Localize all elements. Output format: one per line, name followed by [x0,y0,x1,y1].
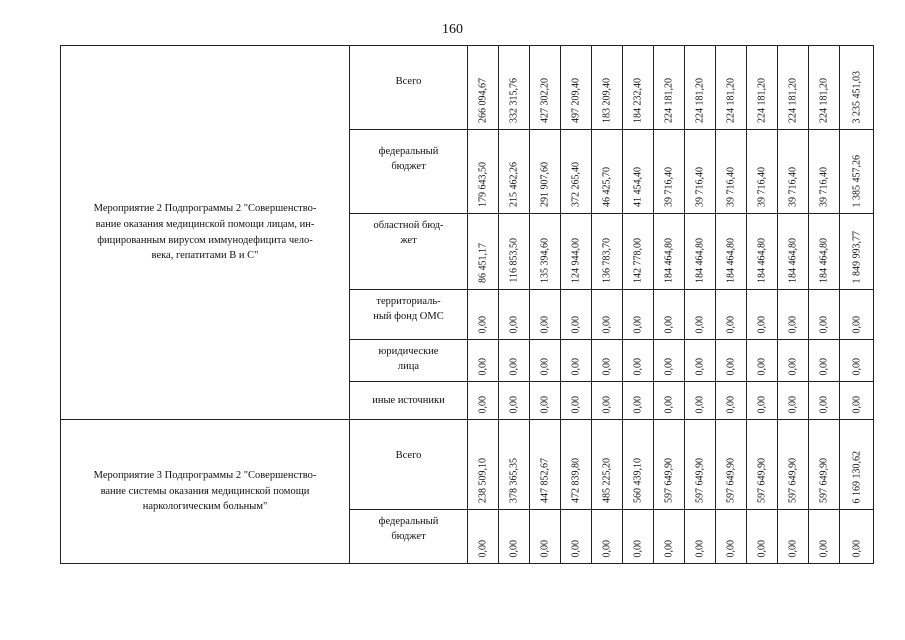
value-text: 0,00 [601,315,613,333]
value-cell [809,420,840,510]
value-text: 0,00 [601,395,613,413]
value-cell [685,214,716,290]
value-cell [654,382,685,420]
value-text: 485 225,20 [601,458,613,503]
funding-source-cell [350,340,468,382]
value-cell [654,290,685,340]
value-text: 0,00 [818,315,830,333]
funding-source-label: жет [400,235,417,247]
value-text: 39 716,40 [818,167,830,207]
value-text: 46 425,70 [601,167,613,207]
value-text: 0,00 [601,539,613,557]
value-cell [840,214,874,290]
value-text: 86 451,17 [477,243,489,283]
value-text: 0,00 [818,539,830,557]
value-cell [654,214,685,290]
value-cell [685,46,716,130]
value-text: 0,00 [851,539,862,557]
value-cell [685,290,716,340]
funding-source-label: лица [397,361,420,373]
value-cell [623,420,654,510]
value-text: 0,00 [818,357,830,375]
value-text: 39 716,40 [725,167,737,207]
value-text: 1 385 457,26 [851,154,862,207]
value-cell [778,340,809,382]
value-cell [809,214,840,290]
value-text: 497 209,40 [570,78,582,123]
value-cell [530,130,561,214]
value-text: 39 716,40 [787,167,799,207]
value-cell [592,420,623,510]
value-cell [499,340,530,382]
value-text: 142 778,00 [632,238,644,283]
value-cell [561,46,592,130]
value-text: 0,00 [508,539,520,557]
value-text: 427 302,20 [539,78,551,123]
activity-name-cell [61,420,350,564]
value-cell [499,130,530,214]
value-cell [468,340,499,382]
value-text: 6 169 130,62 [851,450,862,503]
value-text: 0,00 [663,395,675,413]
value-text: 0,00 [818,395,830,413]
value-cell [809,46,840,130]
value-cell [840,46,874,130]
value-cell [747,214,778,290]
value-cell [592,382,623,420]
value-text: 0,00 [508,315,520,333]
value-text: 0,00 [787,395,799,413]
value-cell [778,214,809,290]
value-text: 0,00 [663,357,675,375]
value-cell [592,46,623,130]
value-text: 224 181,20 [725,78,737,123]
value-cell [561,290,592,340]
value-text: 0,00 [787,315,799,333]
value-cell [499,214,530,290]
value-text: 1 849 993,77 [851,230,862,283]
funding-source-label: федеральный [378,146,439,157]
value-cell [499,420,530,510]
funding-source-label: территориаль- [376,296,441,307]
funding-source-label: юридические [378,346,439,357]
value-cell [840,130,874,214]
value-cell [747,510,778,564]
value-text: 597 649,90 [756,458,768,503]
value-text: 224 181,20 [756,78,768,123]
value-cell [530,46,561,130]
value-cell [654,130,685,214]
value-cell [716,130,747,214]
value-cell [592,214,623,290]
value-text: 0,00 [663,315,675,333]
table-row [61,420,874,510]
value-cell [468,420,499,510]
value-text: 135 394,60 [539,238,551,283]
value-text: 0,00 [851,315,862,333]
value-cell [561,510,592,564]
value-text: 472 839,80 [570,458,582,503]
value-text: 39 716,40 [756,167,768,207]
value-text: 0,00 [477,395,489,413]
value-text: 0,00 [570,357,582,375]
value-cell [530,340,561,382]
value-text: 3 235 451,03 [851,70,862,123]
value-cell [561,340,592,382]
value-text: 124 944,00 [570,238,582,283]
value-text: 0,00 [694,357,706,375]
value-cell [623,214,654,290]
value-text: 184 464,80 [787,238,799,283]
value-text: 224 181,20 [818,78,830,123]
value-cell [716,340,747,382]
funding-source-label: Всего [395,450,422,461]
value-text: 0,00 [787,357,799,375]
value-text: 0,00 [508,395,520,413]
value-text: 0,00 [539,539,551,557]
value-cell [716,46,747,130]
value-text: 136 783,70 [601,238,613,283]
value-cell [716,420,747,510]
value-text: 0,00 [663,539,675,557]
budget-table [60,45,874,564]
value-text: 39 716,40 [663,167,675,207]
value-cell [623,46,654,130]
value-text: 0,00 [756,357,768,375]
value-cell [840,382,874,420]
activity-name-cell [61,46,350,420]
value-text: 597 649,90 [787,458,799,503]
funding-source-cell [350,382,468,420]
value-cell [716,214,747,290]
value-text: 184 464,80 [694,238,706,283]
value-cell [685,340,716,382]
value-cell [716,290,747,340]
value-cell [809,290,840,340]
value-text: 0,00 [477,539,489,557]
value-text: 0,00 [477,315,489,333]
value-cell [623,382,654,420]
value-cell [747,340,778,382]
value-cell [623,130,654,214]
value-cell [623,510,654,564]
value-cell [778,290,809,340]
value-text: 597 649,90 [663,458,675,503]
value-cell [778,130,809,214]
value-cell [530,290,561,340]
value-cell [468,290,499,340]
value-text: 0,00 [756,539,768,557]
value-cell [809,382,840,420]
value-text: 0,00 [508,357,520,375]
value-text: 0,00 [632,357,644,375]
value-text: 0,00 [725,315,737,333]
funding-source-label: Всего [395,76,422,87]
value-text: 0,00 [539,395,551,413]
value-text: 0,00 [756,395,768,413]
value-text: 183 209,40 [601,78,613,123]
value-text: 0,00 [694,539,706,557]
value-cell [654,510,685,564]
value-text: 0,00 [570,315,582,333]
funding-source-label: федеральный [378,516,439,527]
value-text: 0,00 [539,357,551,375]
funding-source-label: иные источники [372,394,445,406]
page-number: 160 [442,22,463,37]
value-text: 116 853,50 [508,238,520,283]
value-cell [530,420,561,510]
value-cell [747,382,778,420]
value-cell [561,130,592,214]
value-text: 372 265,40 [570,162,582,207]
value-text: 378 365,35 [508,458,520,503]
value-text: 41 454,40 [632,167,644,207]
value-cell [840,510,874,564]
value-cell [654,46,685,130]
value-text: 597 649,90 [725,458,737,503]
activity-name-line: Мероприятие 3 Подпрограммы 2 "Совершенство- [93,469,317,481]
value-text: 0,00 [725,539,737,557]
value-cell [592,290,623,340]
value-text: 332 315,76 [508,78,520,123]
value-text: 184 464,80 [818,238,830,283]
activity-name-line: наркологическим больным" [142,501,268,513]
activity-name-line: Мероприятие 2 Подпрограммы 2 "Совершенство- [93,203,317,214]
value-text: 0,00 [787,539,799,557]
value-cell [778,46,809,130]
value-text: 0,00 [694,395,706,413]
value-cell [840,340,874,382]
funding-source-label: бюджет [391,531,426,543]
value-text: 0,00 [851,395,862,413]
value-cell [592,130,623,214]
funding-source-label: областной бюд- [373,220,444,231]
value-text: 0,00 [601,357,613,375]
funding-source-cell [350,510,468,564]
value-cell [468,130,499,214]
value-cell [809,130,840,214]
value-text: 0,00 [851,357,862,375]
value-text: 179 643,50 [477,162,489,207]
value-cell [592,340,623,382]
value-text: 184 464,80 [663,238,675,283]
value-cell [685,382,716,420]
value-cell [623,290,654,340]
value-cell [499,290,530,340]
value-text: 184 232,40 [632,78,644,123]
value-cell [623,340,654,382]
value-cell [499,510,530,564]
value-text: 597 649,90 [694,458,706,503]
value-text: 0,00 [756,315,768,333]
value-cell [561,214,592,290]
value-cell [747,420,778,510]
value-cell [778,510,809,564]
value-cell [499,46,530,130]
value-text: 0,00 [539,315,551,333]
value-text: 0,00 [632,315,644,333]
value-cell [809,510,840,564]
value-cell [778,420,809,510]
value-text: 39 716,40 [694,167,706,207]
activity-name-line: века, гепатитами В и С" [151,250,259,262]
value-cell [840,420,874,510]
value-cell [654,420,685,510]
value-cell [530,382,561,420]
funding-source-label: бюджет [391,161,426,173]
value-text: 0,00 [477,357,489,375]
value-text: 447 852,67 [539,458,551,503]
value-text: 266 094,67 [477,78,489,123]
value-cell [747,130,778,214]
value-text: 224 181,20 [663,78,675,123]
value-cell [716,382,747,420]
funding-source-cell [350,420,468,510]
value-cell [685,130,716,214]
value-cell [685,420,716,510]
value-cell [468,382,499,420]
value-cell [809,340,840,382]
value-text: 0,00 [725,395,737,413]
activity-name-line: вание системы оказания медицинской помощи [100,485,310,497]
value-cell [654,340,685,382]
value-cell [561,420,592,510]
value-text: 0,00 [632,539,644,557]
value-cell [561,382,592,420]
value-cell [530,214,561,290]
funding-source-cell [350,290,468,340]
value-text: 0,00 [725,357,737,375]
value-cell [747,290,778,340]
value-text: 291 907,60 [539,162,551,207]
funding-source-cell [350,46,468,130]
value-text: 0,00 [694,315,706,333]
value-text: 597 649,90 [818,458,830,503]
value-text: 215 462,26 [508,162,520,207]
funding-source-cell [350,130,468,214]
value-cell [468,46,499,130]
table-row [61,46,874,130]
value-cell [468,510,499,564]
funding-source-label: ный фонд ОМС [373,311,444,323]
value-text: 0,00 [570,395,582,413]
activity-name-line: вание оказания медицинской помощи лицам, ин- [95,218,315,230]
value-cell [685,510,716,564]
value-cell [778,382,809,420]
value-text: 184 464,80 [756,238,768,283]
value-text: 0,00 [570,539,582,557]
value-cell [840,290,874,340]
value-text: 560 439,10 [632,458,644,503]
value-cell [747,46,778,130]
funding-source-cell [350,214,468,290]
value-cell [716,510,747,564]
activity-name-line: фицированным вирусом иммунодефицита чело- [97,234,313,246]
value-text: 238 509,10 [477,458,489,503]
value-text: 184 464,80 [725,238,737,283]
value-text: 224 181,20 [787,78,799,123]
value-cell [499,382,530,420]
value-text: 0,00 [632,395,644,413]
value-text: 224 181,20 [694,78,706,123]
value-cell [530,510,561,564]
value-cell [592,510,623,564]
value-cell [468,214,499,290]
